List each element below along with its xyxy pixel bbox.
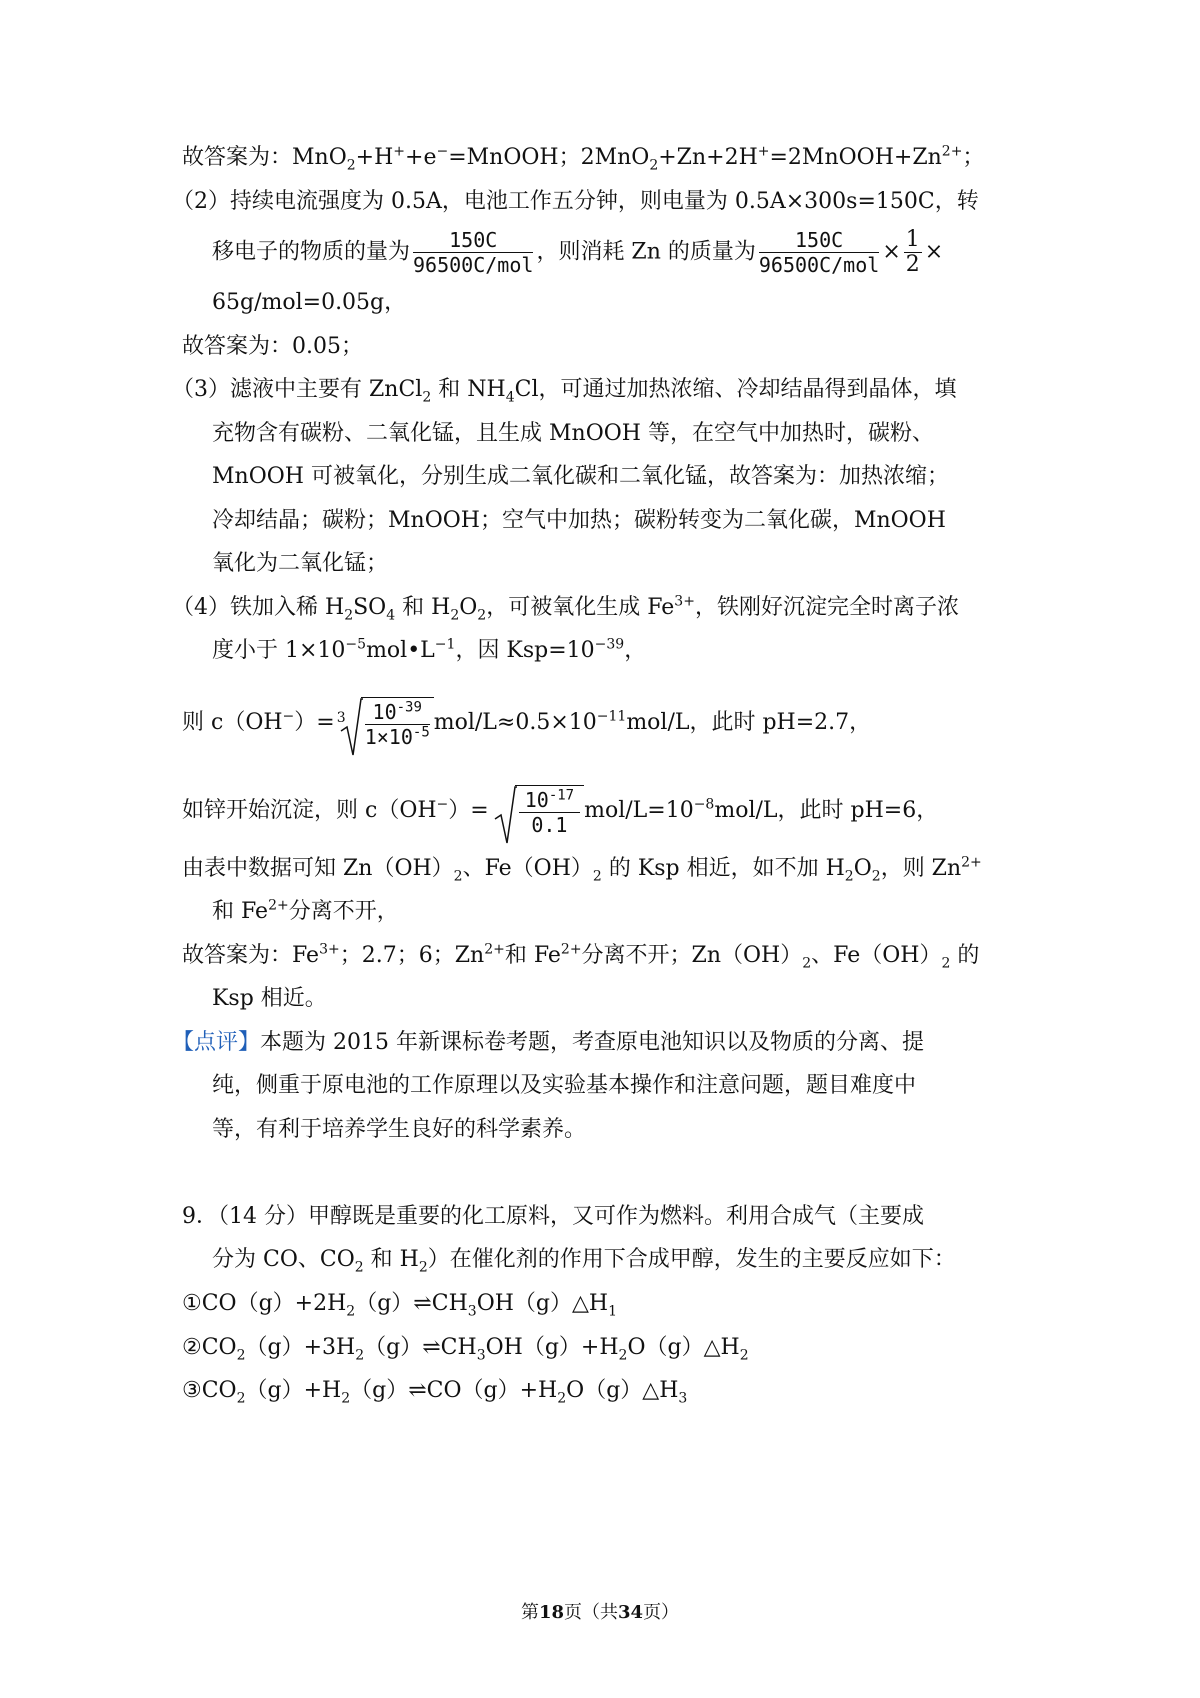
conclusion-line-2: 和 $Fe^{2+}$分离不开， <box>212 897 399 924</box>
part-3-line-1: （3）滤液中主要有 ZnCl$_2$ 和 $NH_4Cl$，可通过加热浓缩、冷却结晶得到晶体，填 <box>172 377 957 406</box>
page-total: 34 <box>618 1602 644 1623</box>
part-3-line-4: 冷却结晶；碳粉；MnOOH；空气中加热；碳粉转变为二氧化碳，MnOOH <box>212 508 946 533</box>
reaction-1: $①CO(g)+2H_2(g)\rightleftharpoons CH_3OH(g)\triangle H_1$ <box>182 1291 618 1320</box>
page-number: 18 <box>538 1602 564 1623</box>
question-9-line-1: 9．（14 分）甲醇既是重要的化工原料，又可作为燃料。利用合成气（主要成 <box>182 1204 924 1229</box>
part-4-line-1: （4）铁加入稀 $H_2SO_4$ 和 $H_2O_2$，可被氧化生成 $Fe^{3+}$，铁刚好沉淀完全时离子浓 <box>172 593 959 624</box>
part-3-line-5: 氧化为二氧化锰； <box>212 551 389 576</box>
answer-line-4-2: Ksp 相近。 <box>212 986 327 1011</box>
reaction-2: $②CO_2(g)+3H_2(g)\rightleftharpoons CH_3OH(g)+H_2O(g)\triangle H_2$ <box>182 1335 749 1364</box>
square-root: $\frac{10^{-17}}{0.1}$ <box>489 785 584 837</box>
comment-label: 【点评】 <box>172 1030 261 1055</box>
fraction-charge: $\frac{150C}{\text{96500C/mol}}$ <box>413 228 534 277</box>
oh-concentration-line-1: 则 c（OH−）= 3 $\frac{10^{-39}}{1\times 10^{-5}}$ mol/$L\approx 0.5\times 10^{-11}mol/L$，此时 pH=2.7， <box>182 697 871 749</box>
answer-line-4-1: 故答案为：$Fe^{3+}$；2.7；6；$Zn^{2+}$和 $Fe^{2+}$分离不开；$Zn(OH)_2$、$Fe(OH)_2$ 的 <box>182 941 980 972</box>
part-3-line-3: MnOOH 可被氧化，分别生成二氧化碳和二氧化锰，故答案为：加热浓缩； <box>212 464 949 489</box>
comment-line-1: 【点评】本题为 2015 年新课标卷考题，考查原电池知识以及物质的分离、提 <box>172 1030 924 1055</box>
answer-line-2: 故答案为：0.05； <box>182 334 363 359</box>
answer-line-1: 故答案为：MnO$_2$+H++e−=MnOOH；$2MnO_2+Zn+2H^+=2MnOOH+Zn^{2+}$； <box>182 143 985 174</box>
part-2-line-3: 65g/mol=0.05g， <box>212 290 407 315</box>
page-footer: 第18页（共34页） <box>520 1602 680 1623</box>
comment-line-2: 纯，侧重于原电池的工作原理以及实验基本操作和注意问题，题目难度中 <box>212 1073 917 1098</box>
part-2-line-1: （2）持续电流强度为 0.5A，电池工作五分钟，则电量为 0.5A×300s=150C，转 <box>172 189 979 214</box>
part-2-line-2: 移电子的物质的量为 $\frac{150C}{\text{96500C/mol}}$ ，则消耗 Zn 的质量为 $\frac{150C}{\text{96500C/mol}}$ × $\frac{1}{2}$ × <box>212 227 944 277</box>
comment-line-3: 等，有利于培养学生良好的科学素养。 <box>212 1117 587 1142</box>
cube-root: 3 $\frac{10^{-39}}{1\times 10^{-5}}$ <box>335 697 434 749</box>
oh-concentration-line-2: 如锌开始沉淀，则 c（OH−）= $\frac{10^{-17}}{0.1}$ mol/$L=10^{-8}mol/L$，此时 pH=6， <box>182 785 938 837</box>
part-4-line-2: 度小于 $1\times 10^{-5}mol•L^{-1}$，因 $Ksp=10^{-39}$， <box>212 636 647 663</box>
question-9-line-2: 分为 CO、$CO_2$ 和 $H_2$）在催化剂的作用下合成甲醇，发生的主要反应如下： <box>212 1247 956 1276</box>
reaction-3: $③CO_2(g)+H_2(g)\rightleftharpoons CO(g)+H_2O(g)\triangle H_3$ <box>182 1378 688 1407</box>
fraction-charge-2: $\frac{150C}{\text{96500C/mol}}$ <box>758 228 880 277</box>
fraction-half: $\frac{1}{2}$ <box>905 227 920 277</box>
part-3-line-2: 充物含有碳粉、二氧化锰，且生成 MnOOH 等，在空气中加热时，碳粉、 <box>212 421 934 446</box>
conclusion-line-1: 由表中数据可知 $Zn(OH)_2$、$Fe(OH)_2$ 的 Ksp 相近，如不加 $H_2O_2$，则 $Zn^{2+}$ <box>182 854 982 885</box>
